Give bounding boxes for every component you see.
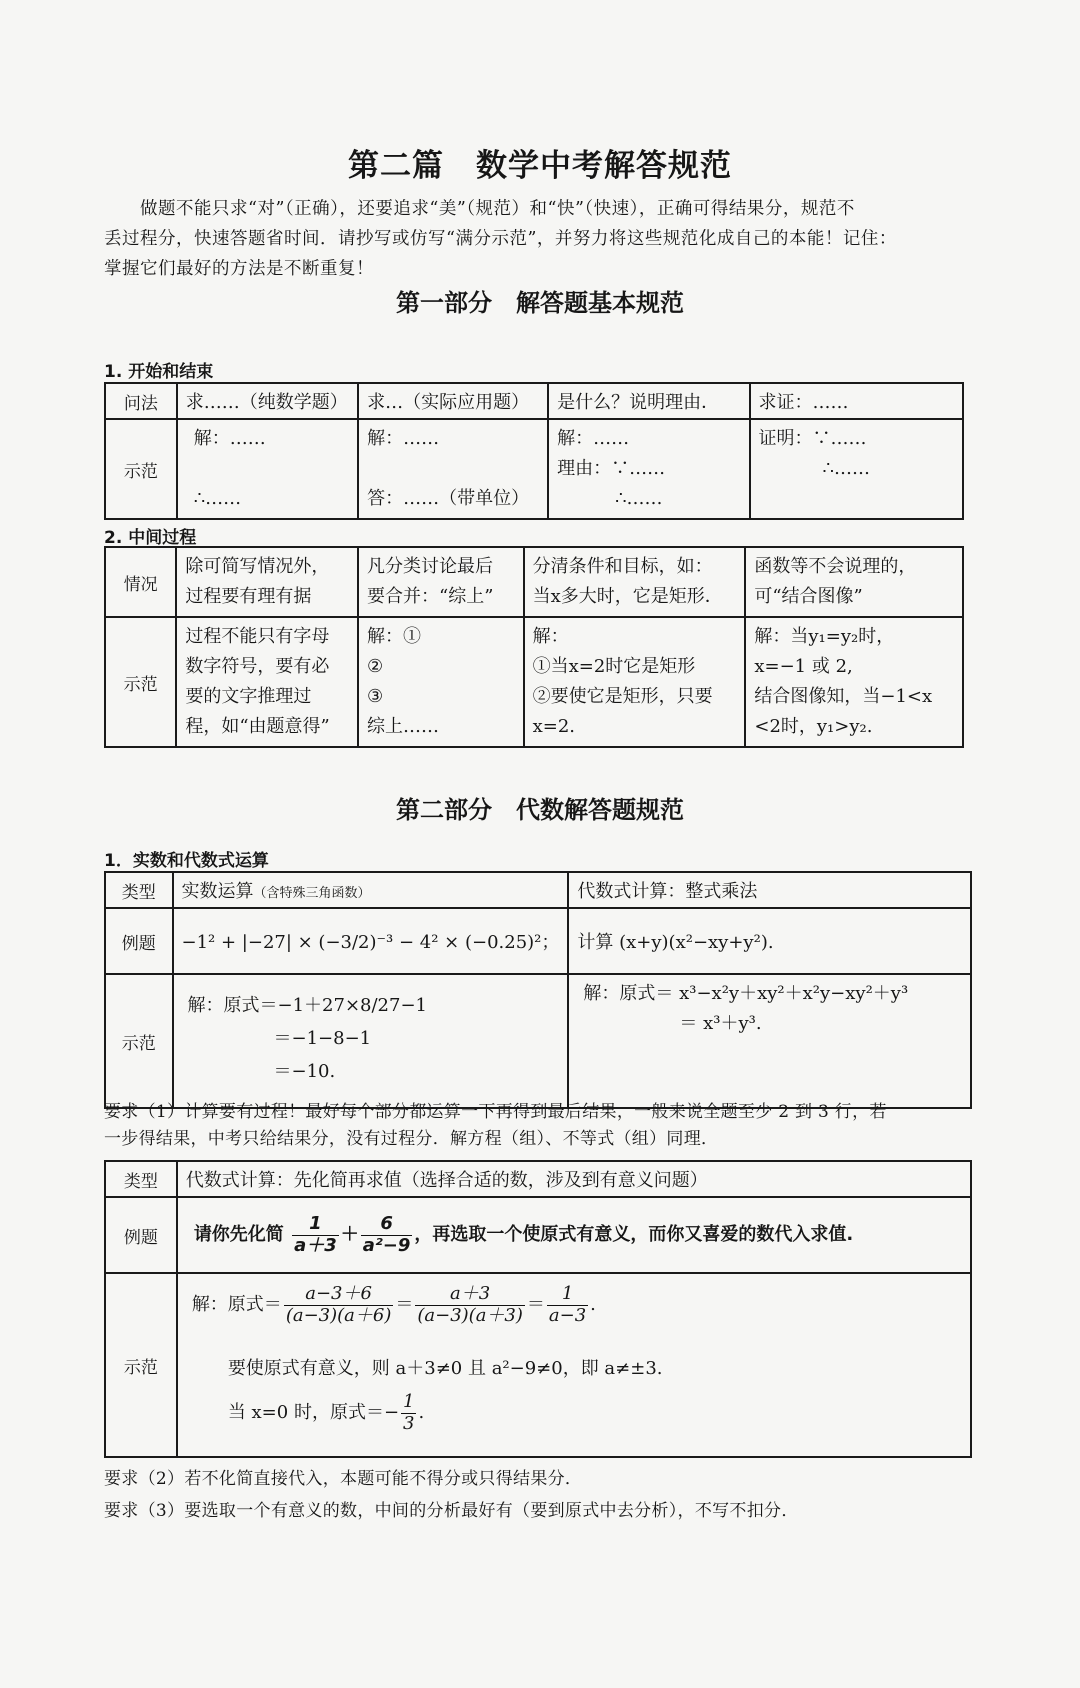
requirement-2: 要求（2）若不化简直接代入，本题可能不得分或只得结果分． — [104, 1469, 583, 1489]
cell-line: ∴…… — [615, 488, 663, 509]
table-cell: −1² + |−27| × (−3/2)⁻³ − 4² × (−0.25)²； — [173, 908, 569, 974]
cell-line: <2时，y₁>y₂. — [754, 716, 873, 737]
table-cell — [524, 547, 746, 617]
type-note: （含特殊三角函数） — [253, 886, 371, 901]
cell-line: 理由：∵…… — [557, 458, 666, 479]
cell-line: 分清条件和目标，如： — [532, 556, 713, 577]
table-cell: 代数式计算：先化简再求值（选择合适的数，涉及到有意义问题） — [177, 1161, 971, 1197]
numerator: 1 — [403, 1391, 415, 1412]
cell-line: 解：…… — [193, 428, 266, 449]
row-label: 示范 — [105, 617, 176, 747]
table-cell: 代数式计算：整式乘法 — [568, 872, 971, 908]
cell-line: ②要使它是矩形，只要 — [532, 686, 713, 707]
example-prefix: 请你先化简 — [193, 1224, 284, 1245]
denominator: a＋3 — [294, 1234, 337, 1256]
req-line: 一步得结果，中考只给结果分，没有过程分．解方程（组）、不等式（组）同理． — [104, 1129, 719, 1149]
denominator: (a−3)(a＋6) — [285, 1304, 392, 1326]
denominator: a²−9 — [362, 1234, 411, 1256]
part2-heading: 第二部分 代数解答题规范 — [396, 796, 684, 824]
row-label: 类型 — [105, 1161, 177, 1197]
cell-line: 解：① — [367, 626, 421, 647]
table-cell: 计算 (x+y)(x²−xy+y²). — [568, 908, 971, 974]
demo-line: 解：原式＝ x³−x²y＋xy²＋x²y−xy²＋y³ — [583, 983, 909, 1004]
simplify-table — [104, 1160, 972, 1458]
cell-line: 可“结合图像” — [754, 586, 863, 607]
cell-line: 证明：∵…… — [758, 428, 867, 449]
req-line: 要求（1）计算要有过程！最好每个部分都运算一下再得到最后结果，一般来说全题至少 2 到 3 行，若 — [104, 1102, 887, 1122]
row-label: 示范 — [105, 419, 177, 519]
cell-line: 解： — [532, 626, 569, 647]
row-label: 例题 — [105, 1197, 177, 1273]
section-heading: 2. 中间过程 — [104, 528, 197, 548]
row-label: 类型 — [105, 872, 173, 908]
cell-line — [367, 454, 539, 484]
page-title: 第二篇 数学中考解答规范 — [348, 148, 732, 184]
requirement-1 — [104, 1099, 1024, 1153]
fraction — [292, 1214, 339, 1256]
numerator: 6 — [361, 1214, 413, 1236]
row-label: 情况 — [105, 547, 176, 617]
table-cell — [177, 419, 358, 519]
table-header-cell: 问法 — [105, 383, 177, 419]
table-header-cell: 是什么？说明理由． — [548, 383, 749, 419]
fraction — [415, 1284, 525, 1326]
demo-line: ＝ x³＋y³. — [679, 1013, 762, 1034]
part1-heading: 第一部分 解答题基本规范 — [396, 289, 684, 317]
numerator: 1 — [292, 1214, 339, 1236]
table-cell — [176, 547, 358, 617]
process-table — [104, 546, 964, 748]
demo-line: 解：原式＝−1＋27×8/27−1 — [187, 995, 427, 1016]
intro-paragraph — [104, 194, 1020, 284]
demo-prefix: 解：原式＝ — [191, 1294, 282, 1316]
table-header-cell: 求证：…… — [750, 383, 963, 419]
cell-line: 除可简写情况外， — [185, 556, 330, 577]
fraction — [284, 1284, 394, 1326]
denominator: (a−3)(a＋3) — [417, 1304, 523, 1326]
intro-line: 掌握它们最好的方法是不断重复！ — [104, 259, 374, 279]
fraction — [547, 1284, 588, 1326]
cell-line: 凡分类讨论最后 — [367, 556, 493, 577]
table-cell — [173, 974, 569, 1108]
numerator: a−3＋6 — [284, 1284, 394, 1306]
table-cell — [750, 419, 963, 519]
table-cell — [548, 419, 749, 519]
demo-line: ＝−1−8−1 — [273, 1028, 372, 1049]
cell-line: x=−1 或 2, — [754, 656, 853, 677]
row-label: 示范 — [105, 1273, 177, 1457]
requirement-3: 要求（3）要选取一个有意义的数，中间的分析最好有（要到原式中去分析），不写不扣分． — [104, 1501, 799, 1521]
cell-line: 解：…… — [367, 428, 440, 449]
denominator: 3 — [403, 1412, 415, 1434]
table-cell — [173, 872, 569, 908]
demo-prefix: 当 x=0 时，原式＝− — [227, 1402, 400, 1424]
table-cell: 请你先化简 $\frac{1}{a+3}$ ＋ $\frac{6}{\text{a²−9}}$ ，再选取一个使原式有意义，而你又喜爱的数代入求值. — [177, 1197, 971, 1273]
section-heading: 1．实数和代数式运算 — [104, 851, 269, 871]
cell-line: 数字符号，要有必 — [185, 656, 330, 677]
table-cell — [176, 617, 358, 747]
fraction — [361, 1214, 413, 1256]
cell-line: 答：……（带单位） — [367, 488, 530, 509]
table-header-cell: 求……（纯数学题） — [177, 383, 358, 419]
intro-line: 丢过程分，快速答题省时间．请抄写或仿写“满分示范”，并努力将这些规范化成自己的本能！记住： — [104, 229, 897, 249]
fraction — [401, 1392, 416, 1434]
cell-line — [759, 484, 954, 514]
table-cell: 解：原式＝ $\frac{a-3+6}{(a-3)(a+6)}$ ＝ $\frac{a+3}{(a-3)(a+3)}$ ＝ $\frac{1}{a-3}$ . 要使原式有意义，则 a＋3≠0 且 a²−9≠0，即 a≠±3. 当 x=0 时，原式＝− $\frac{1}{3}$ . — [177, 1273, 971, 1457]
cell-line: 过程要有理有据 — [185, 586, 312, 607]
cell-line: 当x多大时，它是矩形． — [532, 586, 723, 607]
demo-line: 要使原式有意义，则 a＋3≠0 且 a²−9≠0，即 a≠±3. — [227, 1358, 663, 1379]
cell-line: ② — [367, 656, 384, 677]
section-heading: 1. 开始和结束 — [104, 362, 214, 382]
type-text: 实数运算 — [181, 881, 254, 902]
row-label: 示范 — [105, 974, 173, 1108]
cell-line: ∴…… — [193, 488, 242, 509]
cell-line: ③ — [367, 686, 384, 707]
cell-line: 程，如“由题意得” — [185, 716, 330, 737]
cell-line: 解：…… — [557, 428, 630, 449]
row-label: 例题 — [105, 908, 173, 974]
table-cell — [358, 547, 524, 617]
table-cell — [358, 419, 548, 519]
table-cell — [358, 617, 524, 747]
cell-line: 要合并：“综上” — [367, 586, 494, 607]
table-cell — [745, 547, 963, 617]
cell-line: ∴…… — [822, 458, 870, 479]
cell-line: 要的文字推理过 — [185, 686, 312, 707]
cell-line: 函数等不会说理的， — [754, 556, 917, 577]
table-header-cell: 求…（实际应用题） — [358, 383, 548, 419]
cell-line: 过程不能只有字母 — [185, 626, 330, 647]
table-cell — [745, 617, 963, 747]
start-end-table — [104, 382, 964, 520]
table-cell — [568, 974, 971, 1108]
table-cell — [524, 617, 746, 747]
cell-line: ①当x=2时它是矩形 — [532, 656, 696, 677]
cell-line — [194, 454, 349, 484]
numerator: 1 — [547, 1284, 588, 1306]
cell-line: 结合图像知，当−1<x — [754, 686, 933, 707]
cell-line: 解：当y₁=y₂时， — [754, 626, 895, 647]
cell-line: x=2. — [532, 716, 576, 737]
example-suffix: ，再选取一个使原式有意义，而你又喜爱的数代入求值. — [414, 1224, 854, 1245]
cell-line: 综上…… — [367, 716, 439, 737]
real-number-table — [104, 871, 972, 1109]
demo-line: ＝−10. — [273, 1061, 336, 1082]
numerator: a＋3 — [415, 1284, 525, 1306]
denominator: a−3 — [548, 1304, 587, 1326]
intro-line: 做题不能只求“对”（正确），还要追求“美”（规范）和“快”（快速），正确可得结果分，规范不 — [140, 199, 855, 219]
